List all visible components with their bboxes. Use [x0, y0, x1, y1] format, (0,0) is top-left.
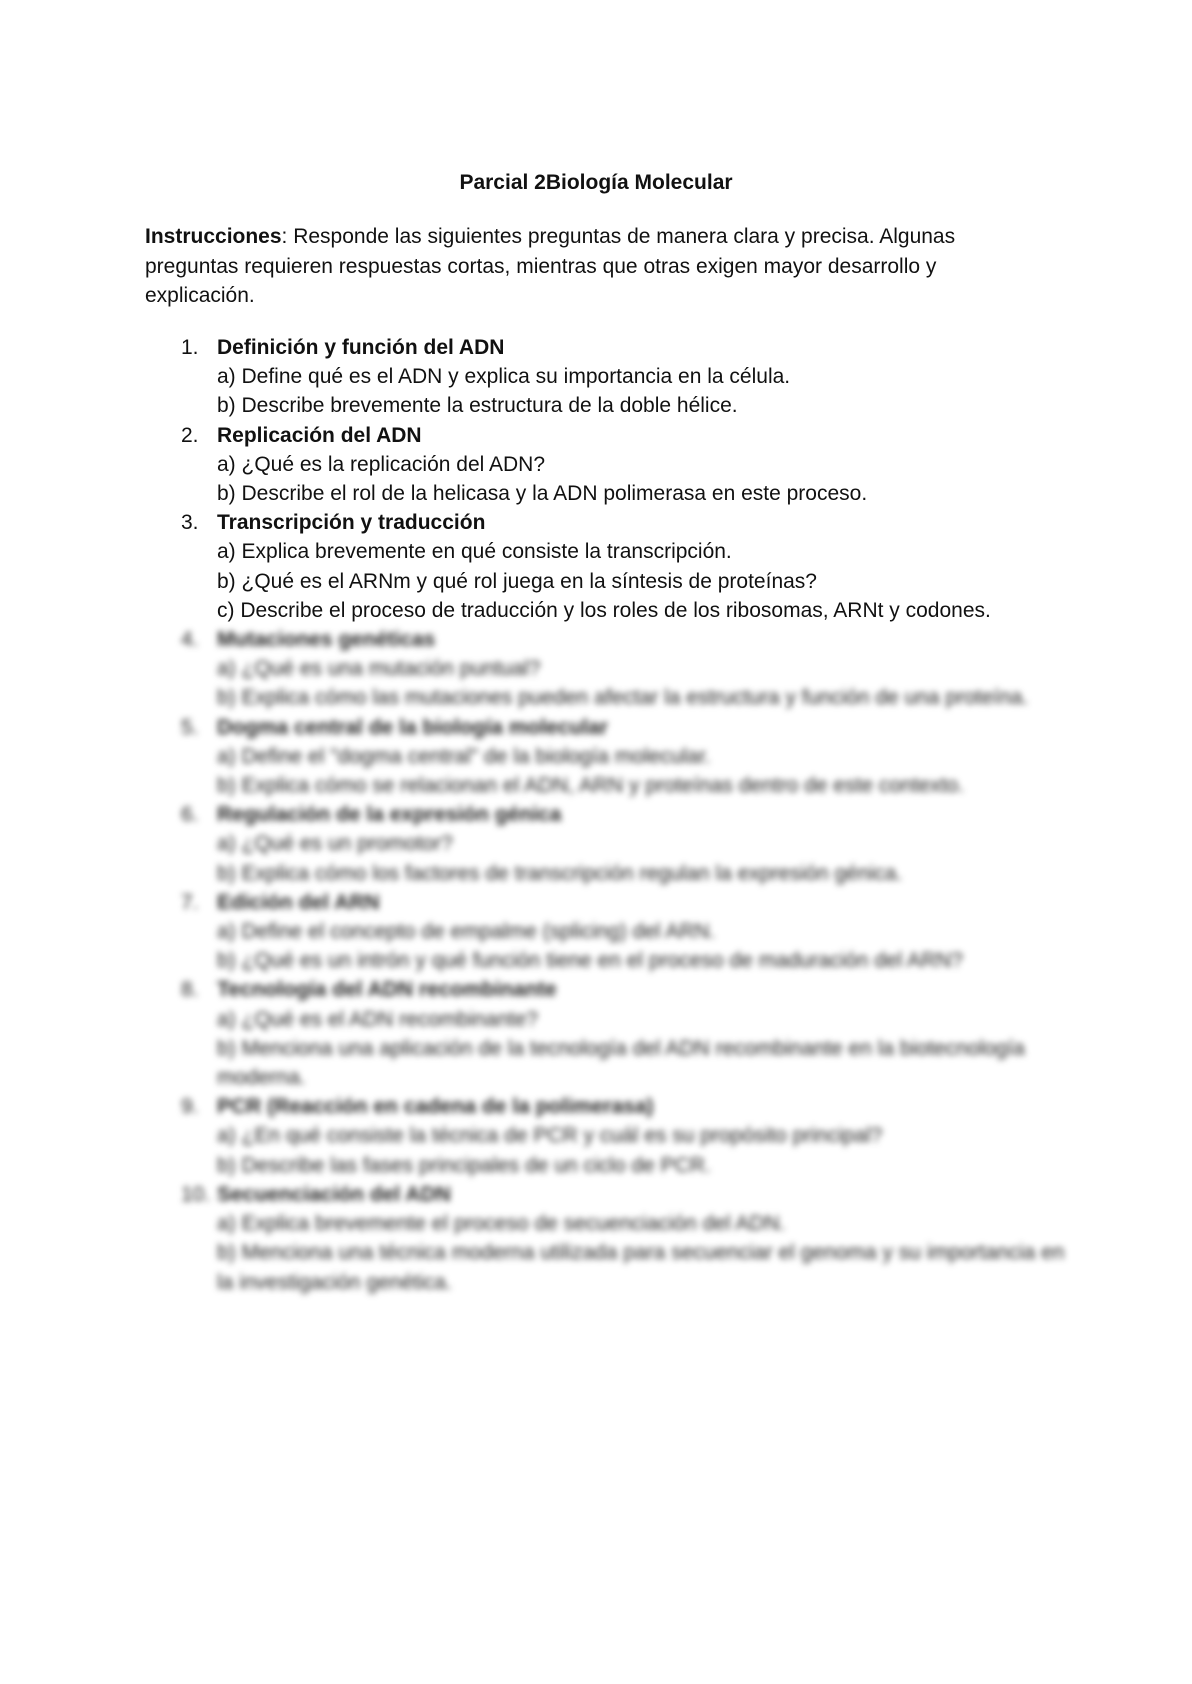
question-number: 2. [181, 423, 199, 447]
question-number: 9. [181, 1095, 199, 1119]
question-title: Dogma central de la biología molecular [217, 715, 608, 739]
question-number: 6. [181, 803, 199, 827]
question-subitem: a) ¿Qué es una mutación puntual? [217, 657, 541, 681]
question-number: 7. [181, 890, 199, 914]
question-subitem: b) ¿Qué es un intrón y qué función tiene en el proceso de maduración del ARN? [217, 949, 963, 973]
question-item [145, 713, 1065, 801]
question-item [145, 625, 1065, 713]
question-title: Regulación de la expresión génica [217, 803, 562, 827]
questions-list [145, 333, 1065, 1297]
question-subitem: b) Describe el rol de la helicasa y la ADN polimerasa en este proceso. [217, 482, 868, 506]
instructions-label: Instrucciones [145, 225, 282, 248]
question-subitem: b) Explica cómo los factores de transcripción regulan la expresión génica. [217, 861, 903, 885]
question-subitem: a) ¿Qué es la replicación del ADN? [217, 452, 545, 476]
instructions-text: : Responde las siguientes preguntas de manera clara y precisa. Algunas preguntas requieren respuestas cortas, mientras que otras exigen mayor desarrollo y explicación. [145, 225, 956, 307]
question-subitem: a) ¿Qué es el ADN recombinante? [217, 1007, 538, 1031]
question-title: Mutaciones genéticas [217, 628, 436, 652]
question-item [145, 1092, 1065, 1180]
question-subitem: b) Describe las fases principales de un ciclo de PCR. [217, 1153, 711, 1177]
question-title: PCR (Reacción en cadena de la polimerasa) [217, 1095, 654, 1119]
question-item [145, 975, 1065, 1092]
question-subitem: c) Describe el proceso de traducción y los roles de los ribosomas, ARNt y codones. [217, 598, 991, 622]
question-number: 10. [181, 1182, 211, 1206]
question-subitem: b) ¿Qué es el ARNm y qué rol juega en la síntesis de proteínas? [217, 569, 817, 593]
question-item [145, 421, 1065, 509]
question-item [145, 800, 1065, 888]
question-title: Transcripción y traducción [217, 511, 486, 535]
instructions-paragraph [145, 222, 1045, 311]
question-subitem: a) Explica brevemente en qué consiste la transcripción. [217, 540, 732, 564]
question-subitem: b) Explica cómo las mutaciones pueden afectar la estructura y función de una proteína. [217, 686, 1029, 710]
question-number: 5. [181, 715, 199, 739]
question-subitem: a) ¿Qué es un promotor? [217, 832, 453, 856]
question-subitem: b) Menciona una aplicación de la tecnología del ADN recombinante en la biotecnología moderna. [217, 1036, 1025, 1090]
question-item [145, 1180, 1065, 1297]
question-subitem: b) Describe brevemente la estructura de la doble hélice. [217, 394, 738, 418]
question-item [145, 888, 1065, 976]
question-title: Tecnología del ADN recombinante [217, 978, 557, 1002]
question-item [145, 508, 1065, 625]
question-subitem: a) Define qué es el ADN y explica su importancia en la célula. [217, 365, 791, 389]
question-subitem: a) ¿En qué consiste la técnica de PCR y cuál es su propósito principal? [217, 1124, 883, 1148]
question-title: Edición del ARN [217, 890, 380, 914]
question-number: 3. [181, 511, 199, 535]
question-subitem: b) Menciona una técnica moderna utilizada para secuenciar el genoma y su importancia en la investigación genética. [217, 1241, 1065, 1294]
question-subitem: a) Define el concepto de empalme (splicing) del ARN. [217, 920, 716, 944]
question-number: 8. [181, 978, 199, 1002]
question-subitem: a) Explica brevemente el proceso de secuenciación del ADN. [217, 1212, 786, 1236]
blurred-questions-section [145, 625, 1065, 1297]
question-item [145, 333, 1065, 421]
question-subitem: b) Explica cómo se relacionan el ADN, ARN y proteínas dentro de este contexto. [217, 774, 965, 798]
question-number: 1. [181, 336, 199, 359]
question-title: Definición y función del ADN [217, 336, 505, 359]
page-title: Parcial 2Biología Molecular [459, 171, 733, 194]
question-title: Replicación del ADN [217, 423, 422, 447]
question-number: 4. [181, 628, 199, 652]
question-title: Secuenciación del ADN [217, 1182, 451, 1206]
question-subitem: a) Define el "dogma central" de la biología molecular. [217, 744, 711, 768]
